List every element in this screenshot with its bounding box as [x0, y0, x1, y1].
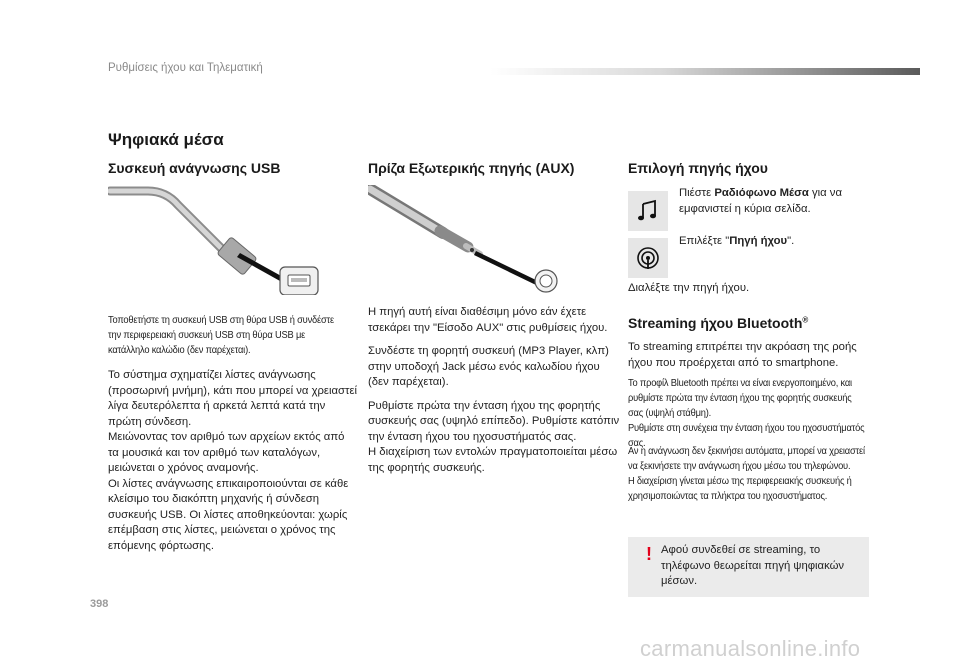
bluetooth-para-3: Αν η ανάγνωση δεν ξεκινήσει αυτόματα, μπορεί να χρειαστεί να ξεκινήσετε την ανάγνωση ήχου μέσω του τηλεφώνου. Η διαχείριση γίνεται μέσω της περιφερειακής συσκευής ή χρησιμοποιώντας τα πλήκτρα του ηχοσυστήματος.: [628, 446, 865, 502]
jack-plug-icon: [370, 189, 480, 254]
music-note-icon: [628, 191, 668, 231]
header-title: Ρυθμίσεις ήχου και Τηλεματική: [108, 62, 263, 74]
usb-para-2: Μειώνοντας τον αριθμό των αρχείων εκτός από τα μουσικά και τον αριθμό των καταλόγων, μειώνεται ο χρόνος αναμονής.: [108, 431, 345, 474]
streaming-note-text: Αφού συνδεθεί σε streaming, το τηλέφωνο θεωρείται πηγή ψηφιακών μέσων.: [661, 544, 845, 587]
aux-heading: Πρίζα Εξωτερικής πηγής (AUX): [368, 160, 575, 176]
usb-note: Τοποθετήστε τη συσκευή USB στη θύρα USB ή συνδέστε την περιφερειακή συσκευή USB στη θύρα USB με κατάλληλο καλώδιο (δεν παρέχεται).: [108, 315, 335, 356]
usb-heading: Συσκευή ανάγνωσης USB: [108, 160, 281, 176]
radio-media-label: Ραδιόφωνο Μέσα: [714, 187, 809, 199]
aux-socket-icon: [535, 270, 557, 292]
usb-para-1: Το σύστημα σχηματίζει λίστες ανάγνωσης (προσωρινή μνήμη), κάτι που μπορεί να χρειαστεί λίγα δευτερόλεπτα ή αρκετά λεπτά κατά την πρώτη σύνδεση.: [108, 369, 357, 428]
audio-source-icon: [628, 238, 668, 278]
step-3-text: Διαλέξτε την πηγή ήχου.: [628, 282, 750, 294]
bluetooth-para-2: Το προφίλ Bluetooth πρέπει να είναι ενεργοποιημένο, και ρυθμίστε πρώτα την ένταση ήχου της φορητής συσκευής σας (υψηλή στάθμη). Ρυθμίστε στη συνέχεια την ένταση ήχου του ηχοσυστήματός σας.: [628, 378, 865, 449]
header-divider-bar: [490, 68, 920, 75]
aux-body: [368, 305, 620, 476]
aux-para-4: Η διαχείριση των εντολών πραγματοποιείται μέσω της φορητής συσκευής.: [368, 446, 618, 474]
usb-body: [108, 368, 358, 554]
step-1-text: Πιέστε Ραδιόφωνο Μέσα για να εμφανιστεί η κύρια σελίδα.: [679, 187, 842, 215]
aux-para-3: Ρυθμίστε πρώτα την ένταση ήχου της φορητής συσκευής σας (υψηλό επίπεδο). Ρυθμίστε κατόπιν την ένταση ήχου του ηχοσυστήματός σας.: [368, 399, 620, 443]
watermark: carmanualsonline.info: [640, 636, 861, 661]
aux-para-2: Συνδέστε τη φορητή συσκευή (MP3 Player, κλπ) στην υποδοχή Jack μέσω ενός καλωδίου ήχου (δεν παρέχεται).: [368, 345, 609, 388]
bluetooth-heading: Streaming ήχου Bluetooth®: [628, 315, 809, 331]
page-number: 398: [90, 598, 109, 610]
source-select-heading: Επιλογή πηγής ήχου: [628, 160, 768, 176]
usb-para-3: Οι λίστες ανάγνωσης επικαιροποιούνται σε κάθε κλείσιμο του διακόπτη μηχανής ή σύνδεση συσκευής USB. Οι λίστες αποθηκεύονται: χωρίς επέμβαση στις λίστες, μειώνεται ο χρόνος της επόμενης φόρτωσης.: [108, 477, 349, 552]
usb-illustration: [108, 185, 328, 295]
usb-cable-icon: [110, 191, 257, 275]
aux-para-1: Η πηγή αυτή είναι διαθέσιμη μόνο εάν έχετε τσεκάρει την "Είσοδο AUX" στις ρυθμίσεις ήχου.: [368, 306, 608, 334]
step-2-text: Επιλέξτε "Πηγή ήχου".: [679, 235, 795, 247]
bluetooth-para-1: Το streaming επιτρέπει την ακρόαση της ροής ήχου που προέρχεται από το smartphone.: [628, 341, 857, 369]
audio-source-label: Πηγή ήχου: [729, 235, 788, 247]
warning-icon: !: [646, 544, 652, 564]
registered-mark: ®: [802, 315, 809, 325]
aux-illustration: [368, 185, 588, 295]
usb-port-icon: [280, 267, 318, 295]
section-title: Ψηφιακά μέσα: [108, 130, 224, 149]
